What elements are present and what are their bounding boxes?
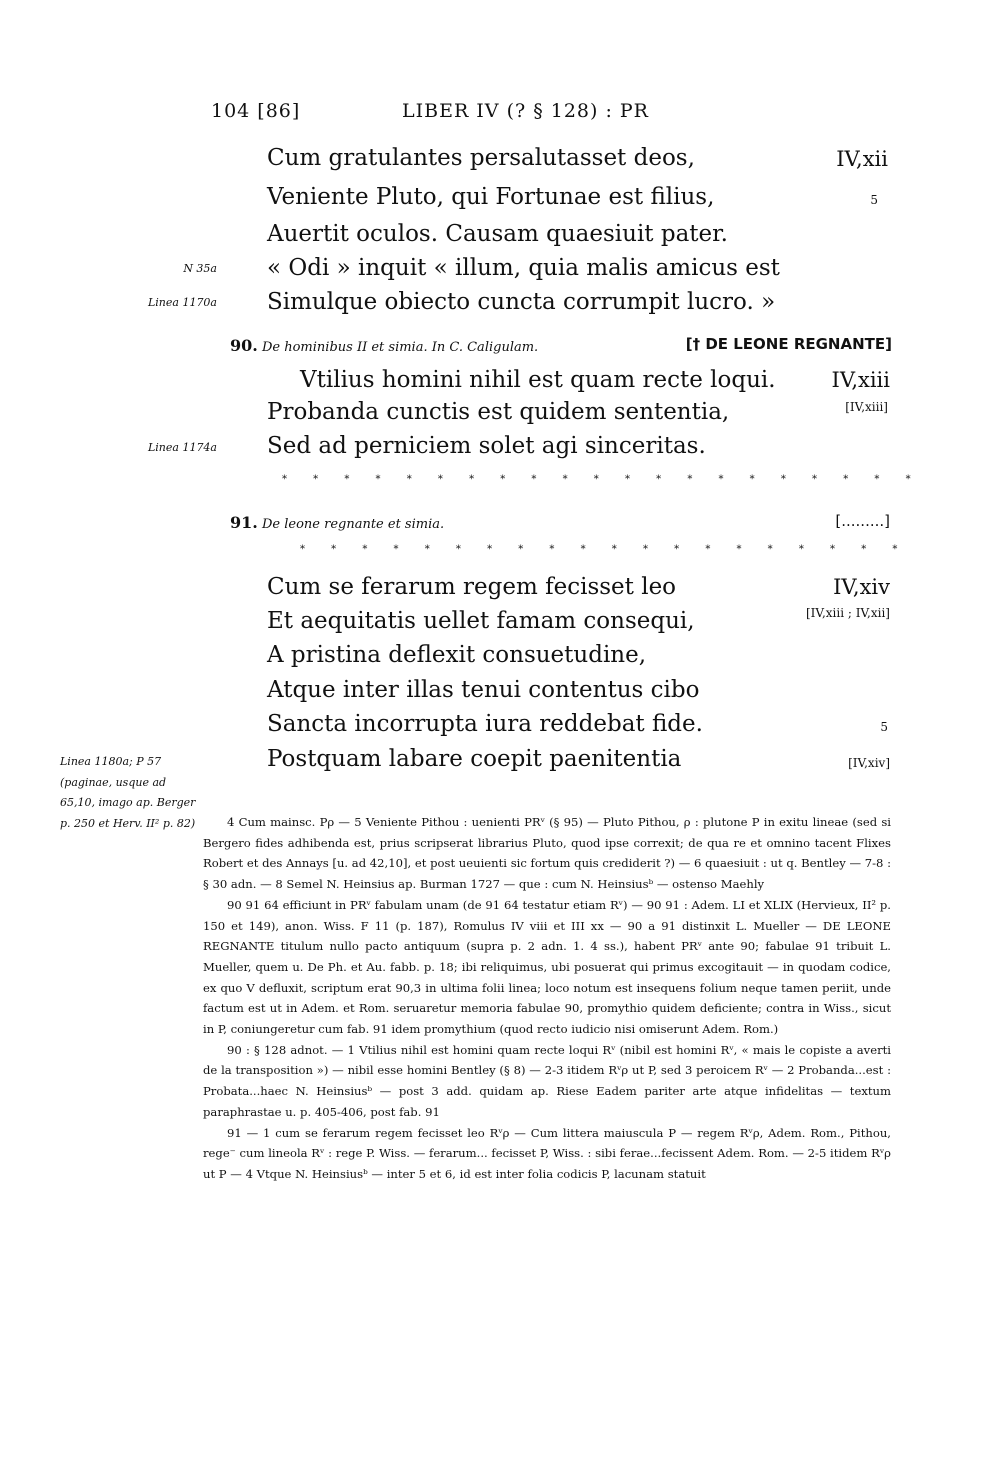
page-number: 104 [86]	[211, 100, 301, 122]
fable-reference: IV,xiii	[831, 368, 890, 392]
verse-line: Probanda cunctis est quidem sententia,	[267, 399, 730, 425]
fable-number: 90.	[230, 336, 258, 355]
fable-title: [.........]	[835, 512, 890, 530]
apparatus-criticus	[203, 812, 891, 1185]
lacuna-stars: * * * * * * * * * * * * * * * * * * * *	[300, 544, 909, 555]
margin-note: N 35a	[183, 262, 217, 275]
fable-title: [† DE LEONE REGNANTE]	[685, 335, 892, 353]
fable-number: 91.	[230, 513, 258, 532]
verse-line: Sancta incorrupta iura reddebat fide.	[267, 711, 703, 737]
verse-line: Cum se ferarum regem fecisset leo	[267, 574, 677, 600]
verse-line: Veniente Pluto, qui Fortunae est filius,	[267, 184, 715, 210]
fable-heading	[230, 513, 444, 532]
apparatus-paragraph: 91 — 1 cum se ferarum regem fecisset leo Rᵛρ — Cum littera maiuscula P — regem Rᵛρ, Adem. Rom., Pithou, rege⁻ cum lineola Rᵛ : rege P. Wiss. — ferarum... fecisset P, Wiss. : sibi ferae...fecissent Adem. Rom. — 2-5 itidem Rᵛρ ut P — 4 Vtque N. Heinsiusᵇ — inter 5 et 6, id est inter folia codicis P, lacunam statuit	[203, 1125, 891, 1181]
line-number: 5	[880, 720, 888, 734]
verse-line: Postquam labare coepit paenitentia	[267, 746, 682, 772]
fable-reference: IV,xiv	[833, 575, 890, 599]
fable-subtitle: De leone regnante et simia.	[261, 517, 445, 532]
verse-line: Simulque obiecto cuncta corrumpit lucro. »	[267, 289, 776, 315]
running-title: LIBER IV (? § 128) : PR	[402, 100, 649, 122]
verse-line: Atque inter illas tenui contentus cibo	[267, 677, 700, 703]
fable-reference-alt: [IV,xiii ; IV,xii]	[805, 606, 890, 620]
margin-note: Linea 1170a	[147, 296, 217, 309]
verse-line: A pristina deflexit consuetudine,	[267, 642, 647, 668]
lacuna-stars: * * * * * * * * * * * * * * * * * * * * *	[282, 474, 923, 485]
fable-reference: IV,xii	[836, 147, 888, 171]
fable-reference-alt: [IV,xiii]	[845, 400, 888, 414]
fable-subtitle: De hominibus II et simia. In C. Caligulam.	[261, 340, 539, 355]
fable-heading	[230, 336, 538, 355]
verse-line: Et aequitatis uellet famam consequi,	[267, 608, 695, 634]
apparatus-paragraph: 90 91 64 efficiunt in PRᵛ fabulam unam (de 91 64 testatur etiam Rᵛ) — 90 91 : Adem. LI et XLIX (Hervieux, II² p. 150 et 149), anon. Wiss. F 11 (p. 187), Romulus IV viii et III xx — 90 a 91 distinxit L. Mueller — DE LEONE REGNANTE titulum nullo pacto antiquum (supra p. 2 adn. 1. 4 ss.), habent PRᵛ ante 90; fabulae 91 tribuit L. Mueller, quem u. De Ph. et Au. fabb. p. 18; ibi reliquimus, ubi posuerat qui primus excogitauit — in quodam codice, ex quo V defluxit, scriptum erat 90,3 in ultima folii linea; loco notum est insequens folium neque tamen periit, unde factum est ut in Adem. et Rom. seruaretur memoria fabulae 90, promythio quidem deficiente; contra in Wiss., sicut in P, coniungeretur cum fab. 91 idem promythium (quod recto iudicio nisi omiserunt Adem. Rom.)	[203, 897, 891, 1037]
margin-note-block: Linea 1180a; P 57 (paginae, usque ad 65,10, imago ap. Berger p. 250 et Herv. II² p. 82)	[60, 755, 196, 830]
verse-line: Sed ad perniciem solet agi sinceritas.	[267, 433, 706, 459]
apparatus-paragraph: 4 Cum mainsc. Pρ — 5 Veniente Pithou : uenienti PRᵛ (§ 95) — Pluto Pithou, ρ : plutone P in exitu lineae (sed si Bergero fides adhibenda est, prius scripserat librarius Pluto, quod ipse correxit; de qua re et omnino tacent Flixes Robert et des Annays [u. ad 42,10], et post ueuienti sic fortum quis crediderit ?) — 6 quaesiuit : ut q. Bentley — 7-8 : § 30 adn. — 8 Semel N. Heinsius ap. Burman 1727 — que : cum N. Heinsiusᵇ — ostenso Maehly	[203, 815, 891, 892]
line-number: 5	[870, 193, 878, 207]
verse-line: « Odi » inquit « illum, quia malis amicus est	[267, 255, 780, 281]
apparatus-paragraph: 90 : § 128 adnot. — 1 Vtilius nihil est homini quam recte loqui Rᵛ (nibil est homini Rᵛ, « mais le copiste a averti de la transposition ») — nibil esse homini Bentley (§ 8) — 2-3 itidem Rᵛρ ut P, sed 3 peroicem Rᵛ — 2 Probanda...est : Probata...haec N. Heinsiusᵇ — post 3 add. quidam ap. Riese Eadem pariter arte atque infidelitas — textum paraphrastae u. p. 405-406, post fab. 91	[203, 1042, 891, 1119]
verse-line: Vtilius homini nihil est quam recte loqui.	[300, 367, 776, 393]
fable-reference-last: [IV,xiv]	[848, 756, 890, 770]
verse-line: Cum gratulantes persalutasset deos,	[267, 145, 695, 171]
verse-line: Auertit oculos. Causam quaesiuit pater.	[267, 221, 728, 247]
margin-note: Linea 1174a	[147, 441, 217, 454]
